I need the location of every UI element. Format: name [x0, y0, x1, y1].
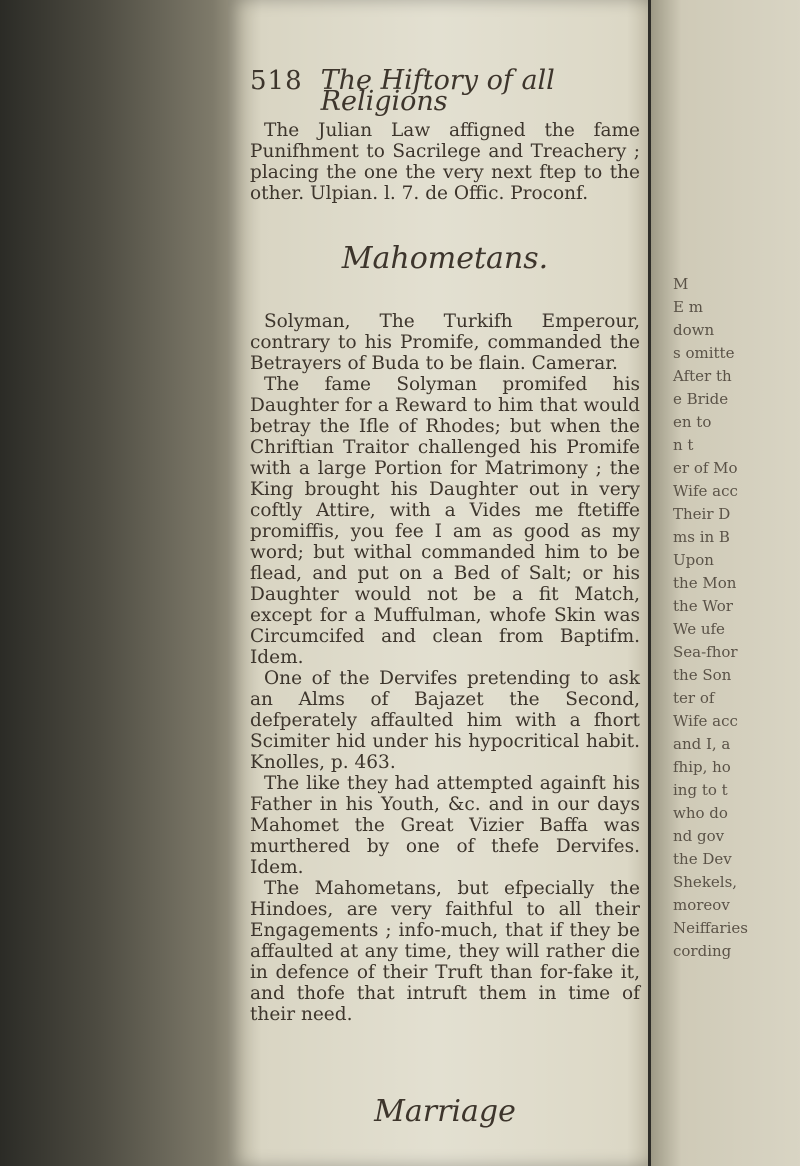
right-page-fragment: en to: [673, 413, 712, 431]
running-title: The Hiftory of all Religions: [320, 65, 555, 117]
right-page-fragment: E m: [673, 298, 703, 316]
right-page-fragment: Wife acc: [673, 482, 738, 500]
right-page-fragment: down: [673, 321, 715, 339]
right-page-fragment: Neiffaries: [673, 919, 748, 937]
right-page-fragment: Wife acc: [673, 712, 738, 730]
page-header: [250, 65, 640, 117]
right-page-fragment: the Son: [673, 666, 732, 684]
right-page-fragment: s omitte: [673, 344, 735, 362]
right-page-fragment: ter of: [673, 689, 715, 707]
right-page-fragment: moreov: [673, 896, 730, 914]
right-page-fragment: e Bride: [673, 390, 729, 408]
page-number: 518: [250, 66, 303, 96]
paragraph: Solyman, The Turkifh Emperour, contrary to his Promife, commanded the Betrayers of Buda to be flain. Camerar.: [250, 311, 640, 374]
right-page-fragment: fhip, ho: [673, 758, 731, 776]
right-page-fragment: the Dev: [673, 850, 732, 868]
paragraph: The fame Solyman promifed his Daughter for a Reward to him that would betray the Ifle of Rhodes; but when the Chriftian Traitor challenged his Promife with a large Portion for Matrimony ; the King brought his Daughter out in very coftly Attire, with a Vides me ftetiffe promiffis, you fee I am as good as my word; but withal commanded him to be flead, and put on a Bed of Salt; or his Daughter would not be a fit Match, except for a Muffulman, whofe Skin was Circumcifed and clean from Baptifm. Idem.: [250, 374, 640, 668]
right-page-fragment: M: [673, 275, 689, 293]
right-page-edge: [648, 0, 800, 1166]
right-page-fragment: n t: [673, 436, 694, 454]
right-page-fragment: the Wor: [673, 597, 733, 615]
right-page-fragment: who do: [673, 804, 728, 822]
right-page-fragment: the Mon: [673, 574, 737, 592]
right-page-fragment: We ufe: [673, 620, 725, 638]
paragraph: The like they had attempted againft his Father in his Youth, &c. and in our days Mahomet the Great Vizier Baffa was murthered by one of thefe Dervifes. Idem.: [250, 773, 640, 878]
right-page-fragment: Sea-fhor: [673, 643, 738, 661]
bottom-heading: Marriage: [374, 1094, 516, 1129]
right-page-fragment: and I, a: [673, 735, 731, 753]
right-page-fragment: ing to t: [673, 781, 728, 799]
right-page-fragment: Their D: [673, 505, 731, 523]
right-page-fragment: Shekels,: [673, 873, 738, 891]
page-text: [250, 65, 640, 1164]
right-page-fragment: Upon: [673, 551, 714, 569]
right-page-fragment: nd gov: [673, 827, 725, 845]
right-page-fragment: After th: [673, 367, 732, 385]
paragraph-julian-law: The Julian Law affigned the fame Punifhment to Sacrilege and Treachery ; placing the one the very next ftep to the other. Ulpian. l. 7. de Offic. Proconf.: [250, 120, 640, 204]
right-page-fragment: cording: [673, 942, 732, 960]
section-heading: Mahometans.: [341, 241, 549, 276]
paragraph: One of the Dervifes pretending to ask an Alms of Bajazet the Second, defperately affaulted him with a fhort Scimiter hid under his hypocritical habit. Knolles, p. 463.: [250, 668, 640, 773]
right-page-fragment: ms in B: [673, 528, 730, 546]
paragraph: The Mahometans, but efpecially the Hindoes, are very faithful to all their Engagements ; info-much, that if they be affaulted at any time, they will rather die in defence of their Truft than for-fake it, and thofe that intruft them in time of their need.: [250, 878, 640, 1025]
book-gutter: [0, 0, 250, 1166]
right-page-fragment: er of Mo: [673, 459, 738, 477]
